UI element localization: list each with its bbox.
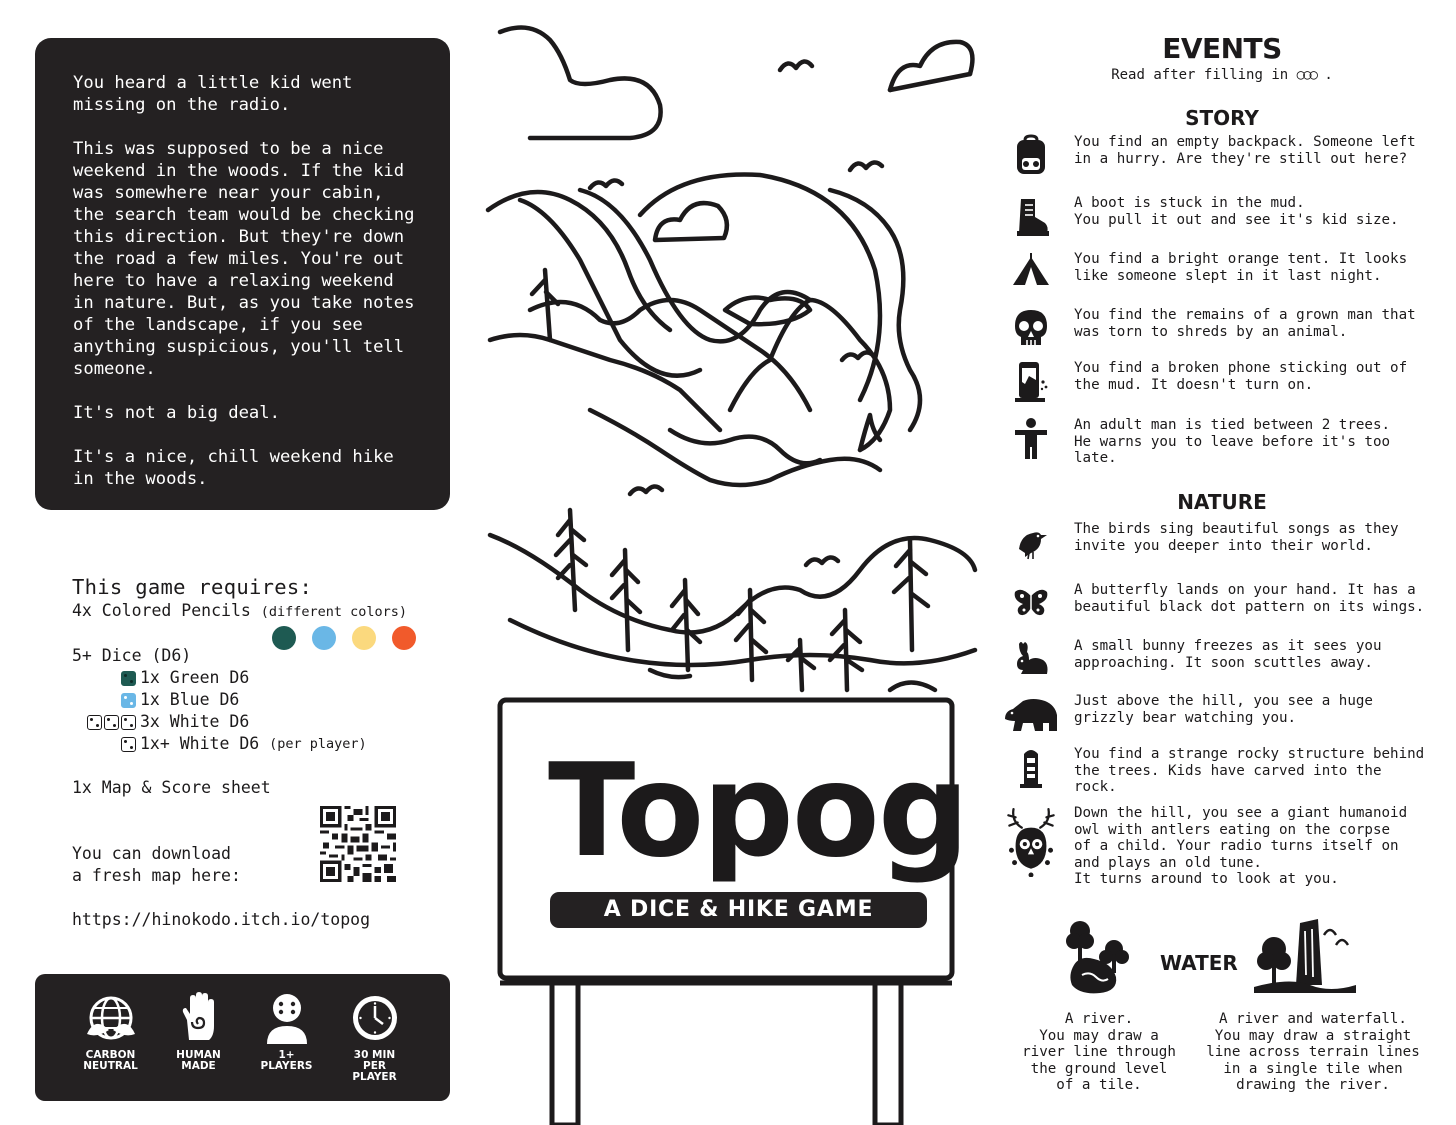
pencils-label: 4x Colored Pencils: [72, 601, 251, 620]
intro-paragraph-1: You heard a little kid went missing on the radio.: [73, 73, 353, 115]
events-subtitle-text: Read after filling in: [1111, 67, 1289, 83]
broken-phone-icon: [1011, 360, 1051, 404]
game-subtitle: A DICE & HIKE GAME: [550, 892, 927, 928]
pencils-line: [72, 600, 452, 623]
hand-icon: [171, 990, 227, 1046]
events-subtitle-end: .: [1324, 67, 1333, 83]
badge-label: HUMAN MADE: [176, 1049, 221, 1072]
event-text: You find a broken phone sticking out of the mud. It doesn't turn on.: [1074, 360, 1408, 393]
green-die-icon: [121, 671, 136, 686]
dice-item: [72, 711, 452, 733]
white-die-icon: [121, 715, 136, 730]
river-icon: [1060, 915, 1136, 999]
badge-players: [258, 990, 316, 1101]
blue-die-icon: [121, 693, 136, 708]
water-heading: WATER: [1160, 951, 1238, 975]
river-waterfall-icon: [1250, 915, 1360, 999]
requirements-title: This game requires:: [72, 575, 313, 599]
event-text: You find the remains of a grown man that was torn to shreds by an animal.: [1074, 307, 1416, 340]
dice-header: 5+ Dice (D6): [72, 646, 192, 665]
events-title: EVENTS: [1162, 32, 1282, 65]
pencil-color-swatches: [272, 626, 416, 650]
story-heading: STORY: [1185, 106, 1259, 130]
bird-icon: [1011, 521, 1051, 565]
event-text: You find an empty backpack. Someone left in a hurry. Are they're still out here?: [1074, 134, 1416, 167]
events-subtitle: [1060, 66, 1384, 84]
bear-icon: [1002, 693, 1060, 737]
nature-event: [1000, 638, 1440, 688]
pencil-color-yellow: [352, 626, 376, 650]
dice-item-label: 1x Green D6: [140, 668, 250, 687]
intro-paragraph-4: It's a nice, chill weekend hike in the woods.: [73, 447, 394, 489]
requirements-section: [72, 574, 452, 931]
tent-icon: [1011, 251, 1051, 295]
white-die-icon: [87, 715, 102, 730]
nature-event: [1000, 746, 1440, 796]
white-die-icon: [104, 715, 119, 730]
dice-item-label: 1x Blue D6: [140, 690, 240, 709]
event-text: The birds sing beautiful songs as they invite you deeper into their world.: [1074, 521, 1399, 554]
badge-duration: [346, 990, 404, 1101]
dice-item-label: 3x White D6: [140, 712, 250, 731]
player-icon: [259, 990, 315, 1046]
landscape-illustration: [470, 10, 990, 710]
water-waterfall-text: A river and waterfall. You may draw a straight line across terrain lines in a single tile when drawing the river.: [1206, 1011, 1420, 1094]
dice-item: [72, 689, 452, 711]
nature-heading: NATURE: [1177, 490, 1267, 514]
antlered-owl-icon: [1003, 805, 1059, 877]
badge-label: 1+ PLAYERS: [260, 1049, 313, 1072]
download-line-1: You can download: [72, 844, 231, 863]
intro-paragraph-3: It's not a big deal.: [73, 403, 280, 423]
nature-event: [1000, 693, 1440, 743]
circles-icon: ○○○: [1296, 67, 1316, 83]
butterfly-icon: [1011, 582, 1051, 626]
badge-label: CARBON NEUTRAL: [83, 1049, 138, 1072]
pencils-note: (different colors): [260, 604, 408, 620]
backpack-icon: [1011, 134, 1051, 178]
tied-man-icon: [1011, 417, 1051, 461]
water-river-text: A river. You may draw a river line through the ground level of a tile.: [1022, 1011, 1176, 1094]
boot-icon: [1011, 195, 1051, 239]
event-text: You find a bright orange tent. It looks like someone slept in it last night.: [1074, 251, 1408, 284]
dice-list: [72, 645, 452, 755]
dice-item-note: (per player): [269, 736, 367, 752]
event-text: A small bunny freezes as it sees you approaching. It soon scuttles away.: [1074, 638, 1382, 671]
story-event: [1000, 360, 1440, 410]
white-die-icon: [121, 737, 136, 752]
pencil-color-blue: [312, 626, 336, 650]
dice-item: [72, 667, 452, 689]
nature-event: [1000, 521, 1440, 571]
story-event: [1000, 417, 1440, 467]
map-sheet-line: 1x Map & Score sheet: [72, 778, 271, 797]
badge-label: 30 MIN PER PLAYER: [352, 1049, 397, 1083]
skull-icon: [1011, 307, 1051, 351]
pencil-color-orange: [392, 626, 416, 650]
story-event: [1000, 134, 1440, 184]
nature-event: [1000, 805, 1440, 888]
event-text: An adult man is tied between 2 trees. He warns you to leave before it's too late.: [1074, 417, 1391, 467]
event-text: A boot is stuck in the mud. You pull it out and see it's kid size.: [1074, 195, 1399, 228]
story-event: [1000, 251, 1440, 301]
pencil-color-green: [272, 626, 296, 650]
badge-human-made: [170, 990, 228, 1101]
dice-item: [72, 733, 452, 755]
download-url-link[interactable]: https://hinokodo.itch.io/topog: [72, 910, 371, 929]
story-event: [1000, 195, 1440, 245]
event-text: You find a strange rocky structure behind the trees. Kids have carved into the rock.: [1074, 746, 1425, 796]
story-event: [1000, 307, 1440, 357]
event-text: Down the hill, you see a giant humanoid owl with antlers eating on the corpse of a child. Your radio turns itself on and plays an old tune. It turns around to look at you.: [1074, 805, 1408, 888]
qr-code-icon[interactable]: [320, 806, 396, 882]
clock-icon: [347, 990, 403, 1046]
globe-leaf-icon: [83, 990, 139, 1046]
nature-event: [1000, 582, 1440, 632]
badge-carbon-neutral: [82, 990, 140, 1101]
event-text: A butterfly lands on your hand. It has a beautiful black dot pattern on its wings.: [1074, 582, 1425, 615]
badge-bar: [35, 974, 450, 1101]
game-title: Topog: [548, 737, 968, 886]
download-line-2: a fresh map here:: [72, 866, 241, 885]
intro-story-box: [35, 38, 450, 510]
intro-paragraph-2: This was supposed to be a nice weekend in the woods. If the kid was somewhere near your cabin, the search team would be checking this direction. But they're down the road a few miles. You're out here to have a relaxing weekend in nature. But, as you take notes of the landscape, if you see anything suspicious, you'll tell someone.: [73, 139, 415, 379]
dice-item-label: 1x+ White D6: [140, 734, 260, 753]
rock-structure-icon: [1011, 746, 1051, 790]
bunny-icon: [1011, 638, 1051, 682]
event-text: Just above the hill, you see a huge grizzly bear watching you.: [1074, 693, 1373, 726]
